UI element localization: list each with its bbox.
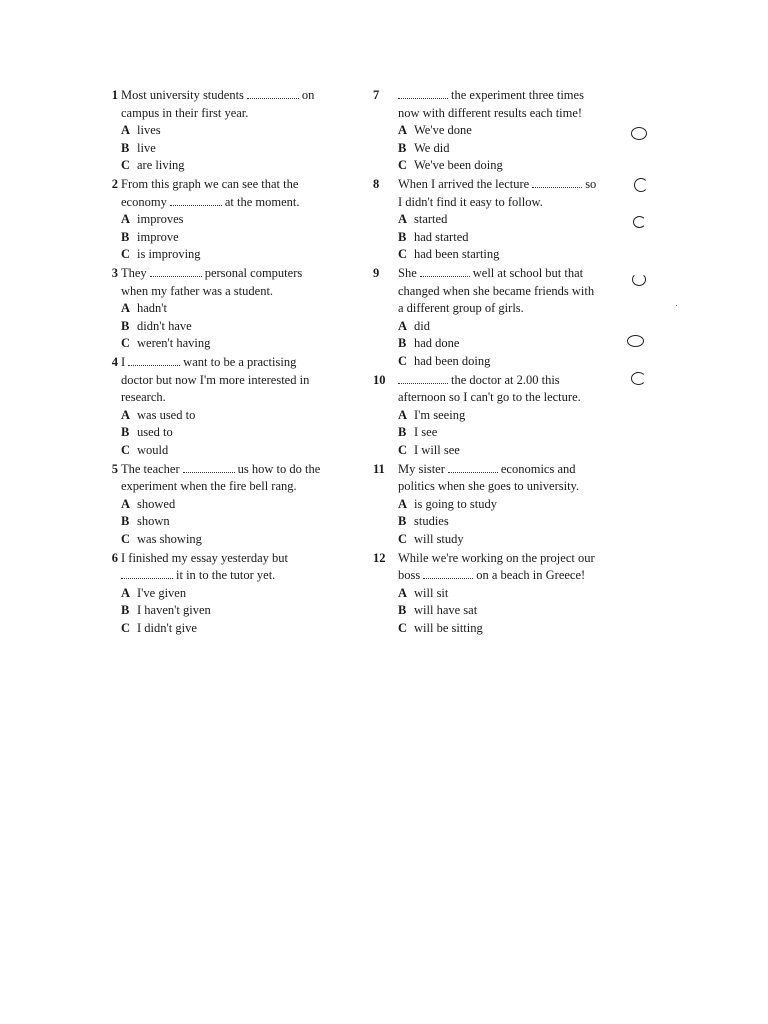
question-number: 5: [111, 461, 118, 476]
option-text: shown: [137, 514, 170, 528]
stem-text: From this graph we can see that the: [121, 177, 299, 191]
answer-blank: [121, 569, 173, 579]
question-number: 3: [111, 266, 118, 280]
option-text: I didn't give: [137, 620, 197, 635]
answer-option: [121, 585, 345, 603]
question-number: 8: [373, 177, 380, 191]
option-text: lives: [137, 123, 161, 137]
option-text: will be sitting: [414, 620, 483, 635]
question-stem: [121, 550, 345, 585]
stem-line: [121, 372, 345, 390]
answer-option: [398, 211, 622, 229]
stem-text: personal computers: [204, 266, 303, 280]
question-stem: [398, 87, 622, 122]
question-item: [100, 461, 345, 549]
option-letter: C: [398, 620, 408, 635]
option-text: I've given: [137, 585, 187, 600]
stem-line: [398, 550, 622, 568]
answer-blank: [128, 356, 180, 366]
question-stem: [398, 372, 622, 407]
answer-option: [398, 122, 622, 140]
questions-column-right: [373, 87, 622, 639]
stem-text: the experiment three times: [451, 88, 584, 102]
stem-line: [398, 105, 622, 123]
option-text: had been doing: [414, 353, 491, 368]
question-stem: [121, 354, 345, 407]
answer-option: [398, 442, 622, 460]
stem-text: boss: [398, 568, 421, 582]
option-text: We did: [414, 140, 450, 155]
option-text: live: [137, 140, 156, 155]
option-text: is improving: [137, 247, 201, 261]
option-text: studies: [414, 514, 449, 528]
question-item: [373, 176, 622, 264]
question-number: 1: [111, 88, 118, 102]
stem-line: [398, 194, 622, 212]
answer-option: [121, 602, 345, 620]
option-text: had done: [414, 336, 460, 350]
answer-option: [398, 602, 622, 620]
stem-text: They: [121, 266, 147, 280]
option-letter: A: [121, 123, 131, 137]
option-letter: A: [398, 123, 408, 137]
stem-text: I finished my essay yesterday but: [121, 550, 288, 565]
stem-line: [398, 87, 622, 105]
stem-line: [121, 550, 345, 568]
stem-text: it in to the tutor yet.: [176, 568, 276, 582]
stem-text: on a beach in Greece!: [476, 568, 586, 582]
stem-text: I didn't find it easy to follow.: [398, 194, 543, 209]
option-letter: C: [398, 353, 408, 368]
option-text: hadn't: [137, 301, 168, 315]
option-letter: C: [398, 158, 408, 172]
option-text: I'm seeing: [414, 407, 466, 422]
answer-blank: [183, 463, 235, 473]
option-letter: B: [398, 514, 407, 528]
question-number: 10: [373, 372, 386, 387]
option-letter: C: [398, 531, 408, 546]
option-letter: C: [121, 158, 131, 172]
answer-option: [121, 229, 345, 247]
stem-text: economics and: [500, 461, 576, 476]
question-item: [100, 354, 345, 459]
option-text: improves: [137, 212, 184, 226]
questions-column-left: [100, 87, 345, 639]
answer-option: [121, 513, 345, 531]
stem-text: a different group of girls.: [398, 301, 524, 315]
stem-line: [121, 389, 345, 407]
question-stem: [121, 461, 345, 496]
option-text: We've been doing: [414, 158, 503, 172]
stem-text: She: [398, 266, 417, 280]
option-text: had started: [414, 229, 469, 244]
stem-text: The teacher: [121, 461, 180, 476]
question-stem: [121, 176, 345, 211]
question-stem: [398, 461, 622, 496]
question-item: [100, 265, 345, 353]
option-text: weren't having: [137, 336, 211, 350]
question-item: [373, 265, 622, 370]
question-number: 12: [373, 550, 386, 565]
answer-option: [398, 620, 622, 638]
answer-option: [121, 424, 345, 442]
stem-line: [121, 354, 345, 372]
stem-text: experiment when the fire bell rang.: [121, 479, 297, 493]
option-letter: A: [398, 212, 408, 226]
stem-text: so: [585, 177, 597, 191]
option-text: I will see: [414, 442, 460, 457]
answer-blank: [420, 267, 470, 277]
stem-text: on: [301, 88, 315, 102]
stem-text: Most university students: [121, 88, 244, 102]
stem-line: [121, 478, 345, 496]
answer-option: [121, 442, 345, 460]
answer-option: [398, 585, 622, 603]
question-number: 11: [373, 461, 385, 476]
option-letter: B: [398, 336, 407, 350]
option-letter: C: [398, 442, 408, 457]
answer-option: [398, 424, 622, 442]
stem-line: [398, 567, 622, 585]
stem-line: [398, 372, 622, 390]
option-letter: A: [398, 585, 408, 600]
answer-option: [121, 531, 345, 549]
answer-option: [398, 157, 622, 175]
question-item: [100, 550, 345, 638]
option-letter: B: [121, 425, 130, 439]
stem-text: research.: [121, 390, 166, 404]
option-text: are living: [137, 158, 185, 172]
stem-text: campus in their first year.: [121, 105, 249, 120]
answer-option: [398, 407, 622, 425]
answer-option: [398, 496, 622, 514]
option-letter: B: [398, 229, 407, 244]
option-letter: A: [121, 407, 131, 422]
option-letter: A: [121, 301, 131, 315]
option-text: improve: [137, 229, 179, 244]
handwritten-circle-mark: [633, 216, 646, 228]
stem-line: [398, 461, 622, 479]
question-number: 6: [111, 550, 118, 565]
answer-option: [398, 140, 622, 158]
stem-text: now with different results each time!: [398, 105, 583, 120]
answer-option: [121, 157, 345, 175]
stem-line: [121, 87, 345, 105]
answer-option: [121, 246, 345, 264]
stem-text: While we're working on the project our: [398, 550, 595, 565]
stem-line: [121, 461, 345, 479]
option-text: used to: [137, 425, 173, 439]
answer-option: [398, 353, 622, 371]
option-text: would: [137, 442, 169, 457]
stem-line: [398, 389, 622, 407]
stem-text: changed when she became friends with: [398, 283, 595, 298]
option-letter: C: [121, 531, 131, 546]
option-letter: A: [121, 585, 131, 600]
answer-option: [398, 513, 622, 531]
option-letter: A: [398, 318, 408, 333]
stem-line: [121, 283, 345, 301]
stray-dot: [676, 305, 677, 306]
stem-text: economy: [121, 194, 167, 209]
option-letter: B: [121, 514, 130, 528]
answer-option: [121, 122, 345, 140]
stem-text: when my father was a student.: [121, 283, 274, 298]
option-text: started: [414, 212, 448, 226]
handwritten-circle-mark: [632, 273, 646, 286]
answer-blank: [532, 178, 582, 188]
question-stem: [398, 550, 622, 585]
option-letter: B: [121, 229, 130, 244]
answer-option: [121, 211, 345, 229]
stem-line: [121, 567, 345, 585]
answer-blank: [398, 89, 448, 99]
question-item: [100, 87, 345, 175]
answer-blank: [170, 196, 222, 206]
answer-option: [121, 335, 345, 353]
stem-text: well at school but that: [472, 266, 584, 280]
question-number: 9: [373, 266, 380, 280]
stem-line: [398, 283, 622, 301]
stem-line: [398, 478, 622, 496]
stem-text: I: [121, 355, 126, 369]
stem-line: [398, 176, 622, 194]
stem-text: afternoon so I can't go to the lecture.: [398, 390, 581, 404]
option-letter: B: [398, 603, 407, 617]
handwritten-circle-mark: [631, 127, 647, 140]
answer-option: [121, 407, 345, 425]
option-letter: A: [398, 496, 408, 511]
answer-option: [121, 318, 345, 336]
option-letter: C: [121, 442, 131, 457]
answer-option: [398, 318, 622, 336]
option-letter: B: [121, 318, 130, 333]
option-letter: B: [121, 140, 130, 155]
answer-option: [398, 531, 622, 549]
option-letter: B: [398, 140, 407, 155]
question-stem: [121, 87, 345, 122]
answer-blank: [247, 89, 299, 99]
option-text: will study: [414, 531, 464, 546]
stem-line: [398, 265, 622, 283]
question-number: 2: [111, 177, 118, 191]
question-item: [373, 87, 622, 175]
option-letter: A: [121, 496, 131, 511]
question-item: [373, 461, 622, 549]
option-text: did: [414, 318, 430, 333]
stem-text: politics when she goes to university.: [398, 479, 580, 493]
stem-line: [398, 300, 622, 318]
answer-blank: [398, 374, 448, 384]
question-item: [373, 372, 622, 460]
option-text: is going to study: [414, 496, 497, 511]
option-letter: C: [121, 247, 131, 261]
stem-text: at the moment.: [224, 194, 300, 209]
stem-line: [121, 265, 345, 283]
answer-blank: [423, 569, 473, 579]
option-text: I see: [414, 425, 438, 439]
handwritten-circle-mark: [631, 372, 646, 385]
question-number: 7: [373, 88, 380, 102]
answer-option: [121, 140, 345, 158]
answer-option: [398, 335, 622, 353]
option-text: had been starting: [414, 247, 500, 261]
option-text: was showing: [137, 531, 202, 546]
question-number: 4: [111, 355, 118, 369]
option-letter: C: [121, 620, 131, 635]
stem-text: want to be a practising: [183, 355, 297, 369]
stem-text: doctor but now I'm more interested in: [121, 372, 310, 387]
stem-text: the doctor at 2.00 this: [451, 372, 560, 387]
option-letter: C: [121, 336, 131, 350]
option-letter: B: [398, 425, 407, 439]
option-letter: A: [398, 407, 408, 422]
question-stem: [398, 265, 622, 318]
question-stem: [121, 265, 345, 300]
question-item: [373, 550, 622, 638]
option-text: I haven't given: [137, 603, 211, 617]
answer-option: [398, 229, 622, 247]
answer-blank: [150, 267, 202, 277]
answer-option: [121, 300, 345, 318]
answer-option: [121, 620, 345, 638]
option-text: We've done: [414, 123, 472, 137]
option-letter: B: [121, 603, 130, 617]
stem-line: [121, 105, 345, 123]
handwritten-circle-mark: [634, 178, 648, 192]
stem-text: us how to do the: [237, 461, 321, 476]
option-letter: C: [398, 247, 408, 261]
stem-line: [121, 194, 345, 212]
option-text: will sit: [414, 585, 449, 600]
stem-text: When I arrived the lecture: [398, 177, 530, 191]
option-letter: A: [121, 212, 131, 226]
answer-blank: [448, 463, 498, 473]
option-text: will have sat: [414, 603, 478, 617]
stem-line: [121, 176, 345, 194]
question-item: [100, 176, 345, 264]
stem-text: My sister: [398, 461, 445, 476]
option-text: didn't have: [137, 318, 192, 333]
option-text: showed: [137, 496, 176, 511]
option-text: was used to: [137, 407, 196, 422]
question-stem: [398, 176, 622, 211]
handwritten-circle-mark: [627, 335, 644, 347]
answer-option: [121, 496, 345, 514]
answer-option: [398, 246, 622, 264]
